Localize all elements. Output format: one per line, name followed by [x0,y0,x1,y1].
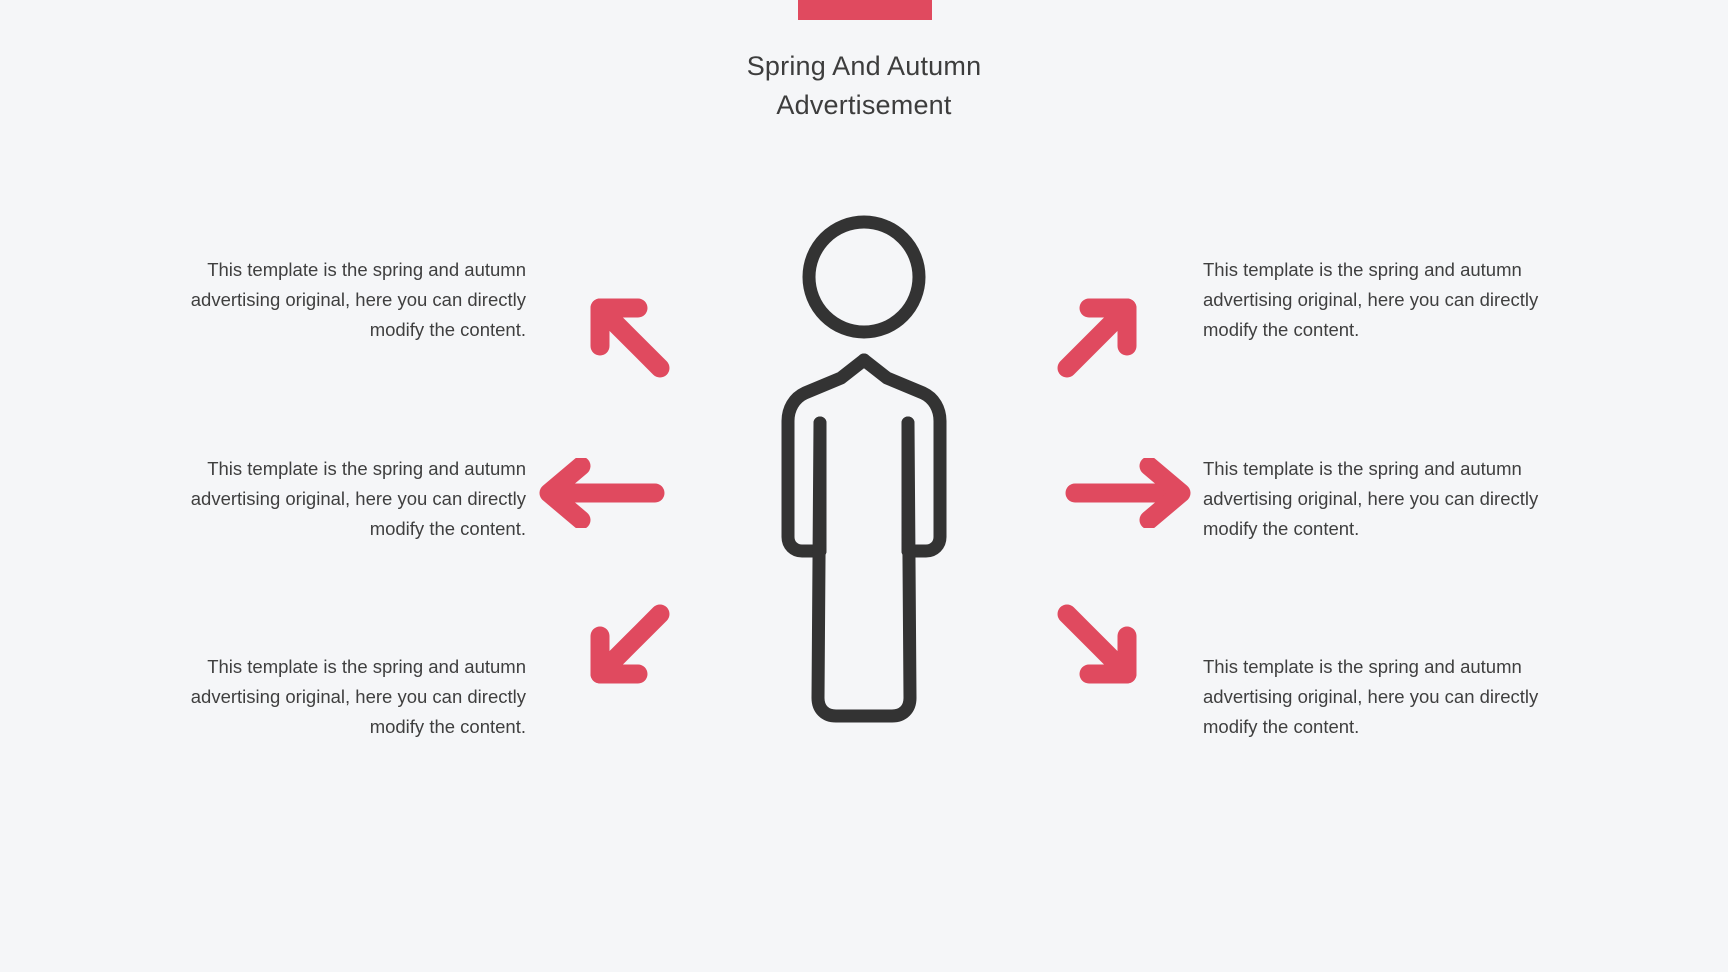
arrow-right-icon [1065,458,1195,533]
description-text-left-middle: This template is the spring and autumn advertising original, here you can directly modify the content. [190,458,526,539]
person-icon [745,215,983,795]
page-title: Spring And Autumn Advertisement [746,51,982,120]
title-accent-bar [798,0,932,20]
description-text-left-top: This template is the spring and autumn advertising original, here you can directly modify the content. [190,259,526,340]
description-text-right-bottom: This template is the spring and autumn advertising original, here you can directly modify the content. [1203,656,1539,737]
arrow-left-icon [535,458,665,533]
arrow-up-right-icon [1053,290,1145,387]
arrow-down-left-icon [582,600,674,697]
arrow-up-left-icon [582,290,674,387]
arrow-down-right-icon [1053,600,1145,697]
description-text-right-top: This template is the spring and autumn advertising original, here you can directly modify the content. [1203,259,1539,340]
description-text-left-bottom: This template is the spring and autumn advertising original, here you can directly modify the content. [190,656,526,737]
description-text-right-middle: This template is the spring and autumn advertising original, here you can directly modify the content. [1203,458,1539,539]
